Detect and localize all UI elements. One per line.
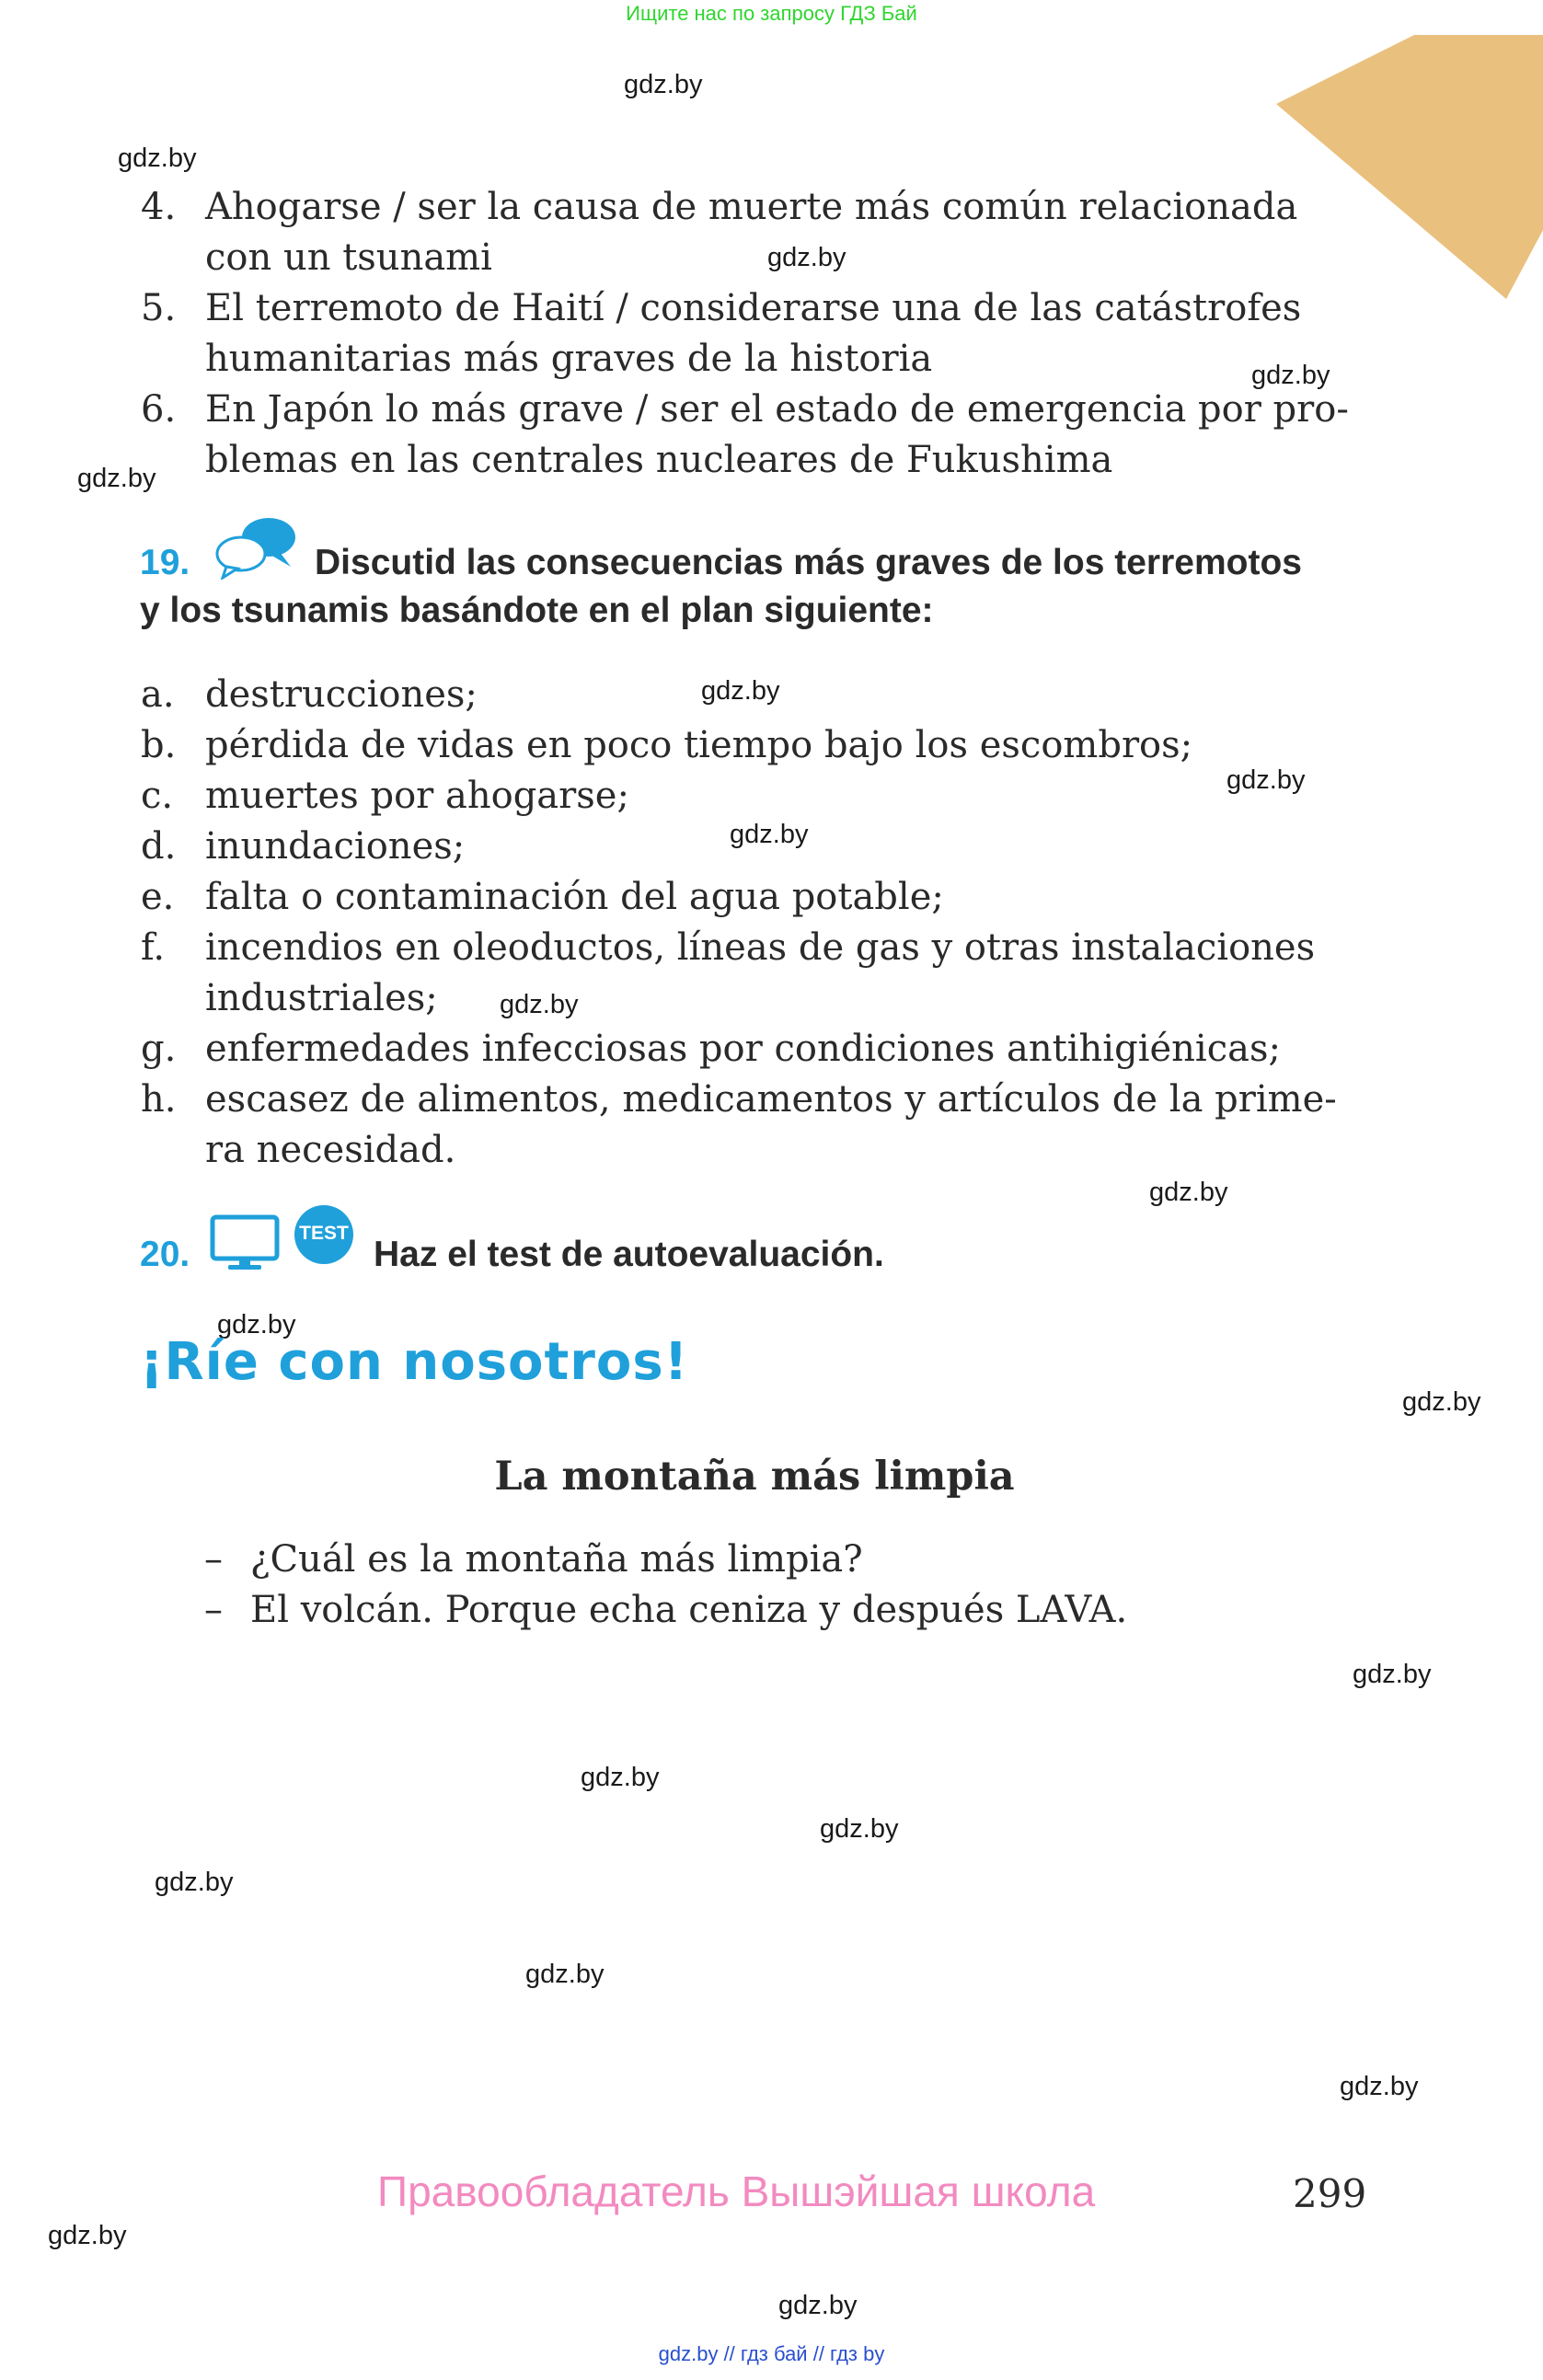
plan-item-continuation: industriales; xyxy=(205,977,438,1019)
watermark: gdz.by xyxy=(581,1763,660,1792)
task-20-text: Haz el test de autoevaluación. xyxy=(374,1235,884,1274)
watermark: gdz.by xyxy=(778,2291,858,2320)
top-banner[interactable]: Ищите нас по запросу ГДЗ Бай xyxy=(626,2,917,25)
test-badge-label: TEST xyxy=(299,1223,349,1244)
plan-item: g. enfermedades infecciosas por condiciones antihigiénicas; xyxy=(141,1028,1281,1070)
list-item: 5. El terremoto de Haití / considerarse una de las catástrofes xyxy=(141,287,1302,329)
test-badge-icon xyxy=(294,1205,353,1264)
copyright-notice: Правообладатель Вышэйшая школа xyxy=(377,2167,1096,2215)
list-item-continuation: con un tsunami xyxy=(205,236,492,279)
joke-line: – El volcán. Porque echa ceniza y después LAVA. xyxy=(204,1589,1128,1631)
watermark: gdz.by xyxy=(730,820,809,849)
plan-item: c. muertes por ahogarse; xyxy=(141,775,629,817)
watermark: gdz.by xyxy=(217,1310,296,1339)
list-item-continuation: humanitarias más graves de la historia xyxy=(205,338,933,380)
watermark: gdz.by xyxy=(1149,1178,1228,1207)
list-item: 6. En Japón lo más grave / ser el estado de emergencia por pro- xyxy=(141,388,1349,431)
watermark: gdz.by xyxy=(1340,2072,1419,2101)
speech-bubbles-icon xyxy=(213,515,298,580)
task-19-number: 19. xyxy=(140,543,190,582)
plan-item: a. destrucciones; xyxy=(141,673,478,716)
plan-item-continuation: ra necesidad. xyxy=(205,1129,456,1171)
plan-item: e. falta o contaminación del agua potable; xyxy=(141,876,944,918)
list-item: 4. Ahogarse / ser la causa de muerte más común relacionada xyxy=(141,186,1298,228)
watermark: gdz.by xyxy=(48,2221,127,2250)
watermark: gdz.by xyxy=(1251,361,1330,390)
joke-line: – ¿Cuál es la montaña más limpia? xyxy=(204,1538,863,1581)
plan-item: b. pérdida de vidas en poco tiempo bajo los escombros; xyxy=(141,724,1193,766)
watermark: gdz.by xyxy=(701,676,780,706)
watermark: gdz.by xyxy=(525,1960,605,1989)
plan-item: h. escasez de alimentos, medicamentos y artículos de la prime- xyxy=(141,1078,1337,1121)
watermark: gdz.by xyxy=(820,1814,899,1844)
plan-item: f. incendios en oleoductos, líneas de gas y otras instalaciones xyxy=(141,926,1316,969)
watermark: gdz.by xyxy=(500,990,579,1019)
joke-title: La montaña más limpia xyxy=(494,1454,1015,1500)
watermark: gdz.by xyxy=(767,243,846,272)
watermark: gdz.by xyxy=(1402,1387,1481,1417)
list-item-continuation: blemas en las centrales nucleares de Fukushima xyxy=(205,439,1113,481)
section-heading: ¡Ríe con nosotros! xyxy=(140,1332,689,1392)
watermark: gdz.by xyxy=(624,70,703,99)
monitor-icon xyxy=(210,1214,280,1271)
watermark: gdz.by xyxy=(118,144,197,173)
plan-item: d. inundaciones; xyxy=(141,825,466,868)
watermark: gdz.by xyxy=(1353,1660,1432,1689)
footer-links[interactable]: gdz.by // гдз бай // гдз by xyxy=(658,2342,885,2365)
watermark: gdz.by xyxy=(1226,765,1306,795)
watermark: gdz.by xyxy=(77,464,156,493)
task-19-line-2: y los tsunamis basándote en el plan siguiente: xyxy=(140,591,934,630)
task-19-line-1: Discutid las consecuencias más graves de los terremotos xyxy=(315,543,1302,582)
page-number: 299 xyxy=(1293,2171,1367,2216)
task-20-number: 20. xyxy=(140,1235,190,1274)
watermark: gdz.by xyxy=(155,1868,234,1897)
